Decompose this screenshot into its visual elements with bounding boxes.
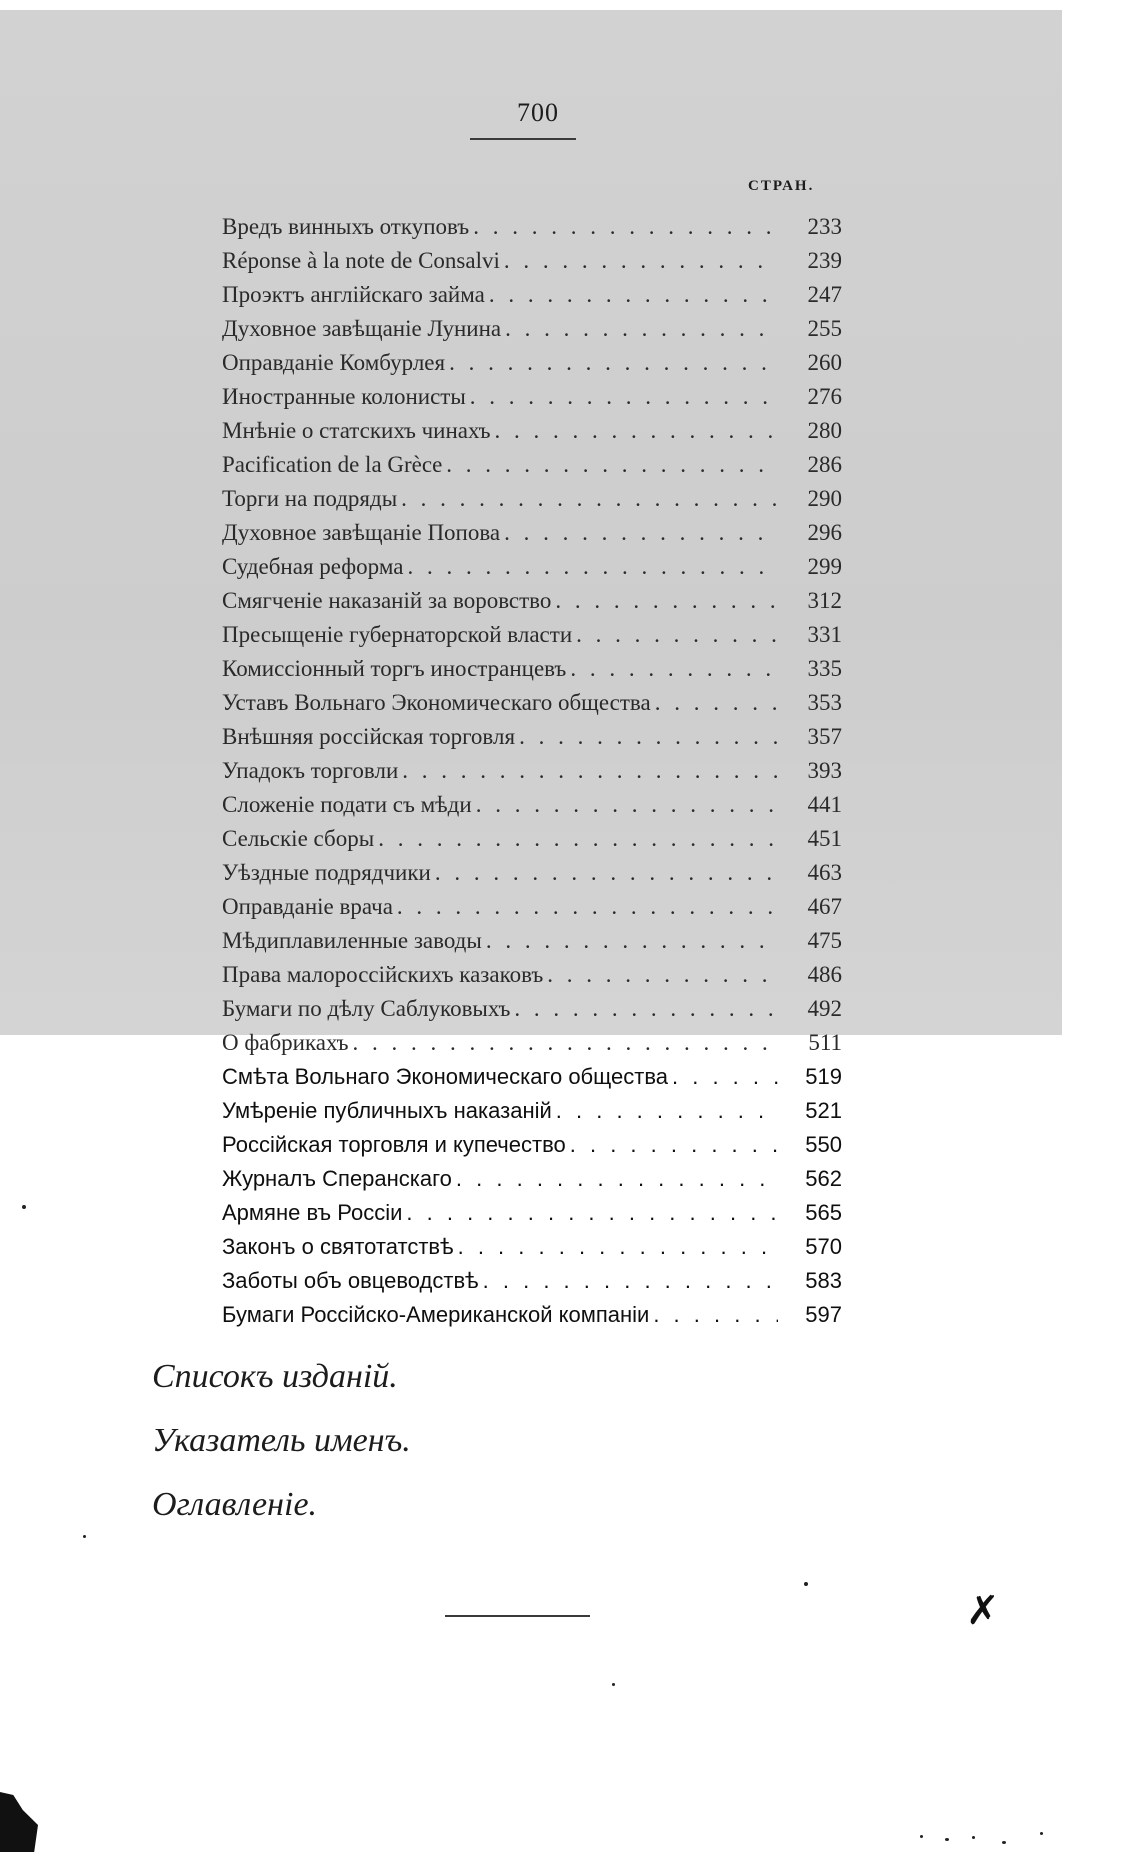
toc-entry-title: Духовное завѣщаніе Попова [222,520,501,545]
toc-entry-title: Réponse à la note de Consalvi [222,248,500,273]
dot-leader [458,1230,778,1264]
dot-leader [473,210,778,244]
dot-leader [655,686,778,720]
dot-leader [406,1196,778,1230]
scan-speck [945,1838,949,1841]
dot-leader [504,516,778,550]
toc-entry [222,482,842,516]
toc-entry [222,686,842,720]
toc-entry-page: 280 [807,418,842,443]
dot-leader [519,720,778,754]
toc-entry [222,822,842,856]
dot-leader [446,448,778,482]
page-number-rule [470,138,576,140]
toc-entry [222,788,842,822]
toc-entry-page: 260 [807,350,842,375]
end-rule [445,1615,590,1617]
toc-entry-title: Духовное завѣщаніе Лунина [222,316,502,341]
toc-entry-page: 492 [807,996,842,1021]
dot-leader [653,1298,778,1332]
scan-ink-blot [0,1792,38,1852]
dot-leader [353,1026,778,1060]
dot-leader [449,346,778,380]
dot-leader [486,924,778,958]
scan-speck [22,1205,26,1209]
dot-leader [489,278,778,312]
toc-entry [222,958,842,992]
appendix-item: Указатель именъ. [152,1422,411,1459]
page-number: 700 [517,98,559,127]
dot-leader [397,890,778,924]
toc-entry-page: 255 [807,316,842,341]
toc-entry-title: Бумаги Россійско-Американской компаніи [222,1302,650,1327]
toc-entry-title: Оправданіе Комбурлея [222,350,446,375]
toc-entry-page: 486 [807,962,842,987]
page-column-header: СТРАН. [748,178,815,194]
dot-leader [476,788,778,822]
toc-entry-page: 276 [807,384,842,409]
toc-entry-title: Сложеніе подати съ мѣди [222,792,472,817]
toc-entry-page: 299 [807,554,842,579]
toc-entry [222,1128,842,1162]
toc-entry [222,448,842,482]
dot-leader [555,584,778,618]
toc-entry-title: Армяне въ Россіи [222,1200,403,1225]
scan-speck [972,1836,975,1839]
toc-entry-page: 583 [805,1268,842,1293]
toc-entry-title: Мѣдиплавиленные заводы [222,928,482,953]
toc-entry-page: 353 [807,690,842,715]
toc-entry [222,516,842,550]
toc-entry-page: 463 [807,860,842,885]
toc-entry [222,1298,842,1332]
toc-entry [222,1162,842,1196]
toc-entry-title: Уѣздные подрядчики [222,860,431,885]
toc-entry [222,244,842,278]
toc-entry [222,414,842,448]
toc-entry-title: Законъ о святотатствѣ [222,1234,454,1259]
toc-entry [222,890,842,924]
toc-entry-title: Права малороссійскихъ казаковъ [222,962,544,987]
dot-leader [470,380,778,414]
appendix-item: Списокъ изданій. [152,1358,398,1395]
toc-entry-title: Комиссіонный торгъ иностранцевъ [222,656,567,681]
toc-entry [222,1094,842,1128]
dot-leader [504,244,778,278]
dot-leader [407,550,778,584]
toc-entry-page: 521 [805,1098,842,1123]
dot-leader [456,1162,778,1196]
toc-entry-page: 286 [807,452,842,477]
toc-entry [222,312,842,346]
handwritten-mark: ✗ [966,1588,1000,1634]
toc-entry-page: 550 [805,1132,842,1157]
toc-entry [222,346,842,380]
toc-entry [222,550,842,584]
scan-speck [920,1835,923,1838]
toc-entry-title: Оправданіе врача [222,894,393,919]
toc-entry-title: Проэктъ англійскаго займа [222,282,485,307]
toc-entry-page: 393 [807,758,842,783]
toc-entry-page: 312 [807,588,842,613]
toc-entry-title: Смѣта Вольнаго Экономическаго общества [222,1064,668,1089]
toc-entry [222,278,842,312]
toc-entry [222,1264,842,1298]
toc-entry [222,924,842,958]
toc-entry-title: Мнѣніе о статскихъ чинахъ [222,418,491,443]
toc-entry [222,1026,842,1060]
toc-entry-title: Умѣреніе публичныхъ наказаній [222,1098,552,1123]
dot-leader [547,958,778,992]
toc-entry-page: 467 [807,894,842,919]
dot-leader [672,1060,778,1094]
toc-entry-title: Журналъ Сперанскаго [222,1166,452,1191]
toc-entry [222,618,842,652]
toc-entry-title: Смягченіе наказаній за воровство [222,588,552,613]
toc-entry-title: Уставъ Вольнаго Экономическаго общества [222,690,651,715]
toc-entry [222,652,842,686]
toc-entry-title: Внѣшняя россійская торговля [222,724,516,749]
toc-entry-page: 565 [805,1200,842,1225]
toc-entry-title: Россійская торговля и купечество [222,1132,566,1157]
toc-entry-title: Вредъ винныхъ откуповъ [222,214,470,239]
toc-entry-page: 331 [807,622,842,647]
dot-leader [505,312,778,346]
dot-leader [402,754,778,788]
toc-entry-title: Сельскіе сборы [222,826,375,851]
dot-leader [570,1128,778,1162]
toc-entry-title: Пресыщеніе губернаторской власти [222,622,573,647]
toc-entry [222,210,842,244]
dot-leader [378,822,778,856]
toc-entry-page: 475 [807,928,842,953]
scan-speck [612,1683,615,1686]
toc-entry [222,1196,842,1230]
toc-entry [222,1060,842,1094]
appendix-list [152,1345,411,1537]
toc-entry [222,380,842,414]
toc-entry-page: 441 [807,792,842,817]
toc-entry-page: 296 [807,520,842,545]
toc-entry-page: 597 [805,1302,842,1327]
toc-entry-page: 233 [807,214,842,239]
toc-entry [222,584,842,618]
toc-entry-title: Иностранные колонисты [222,384,466,409]
scan-speck [1002,1841,1006,1844]
toc-entry-page: 519 [805,1064,842,1089]
toc-entry-page: 511 [808,1030,842,1055]
scan-speck [83,1535,86,1538]
dot-leader [435,856,778,890]
dot-leader [483,1264,778,1298]
toc-entry [222,992,842,1026]
scan-speck [804,1582,808,1586]
toc-entry [222,1230,842,1264]
appendix-item: Оглавленіе. [152,1486,318,1523]
toc-entry-title: Бумаги по дѣлу Саблуковыхъ [222,996,511,1021]
toc-entry-title: Упадокъ торговли [222,758,399,783]
toc-entry-page: 290 [807,486,842,511]
toc-entry-title: Заботы объ овцеводствѣ [222,1268,479,1293]
toc-entry-title: Pacification de la Grèce [222,452,443,477]
dot-leader [576,618,778,652]
dot-leader [401,482,778,516]
toc-entry-title: О фабрикахъ [222,1030,349,1055]
toc-entry-title: Торги на подряды [222,486,398,511]
scan-speck [1040,1832,1043,1835]
table-of-contents [222,210,842,1332]
toc-entry-page: 239 [807,248,842,273]
toc-entry-page: 247 [807,282,842,307]
toc-entry [222,720,842,754]
dot-leader [556,1094,778,1128]
toc-entry-page: 357 [807,724,842,749]
toc-entry-page: 451 [807,826,842,851]
toc-entry-page: 570 [805,1234,842,1259]
toc-entry-title: Судебная реформа [222,554,404,579]
dot-leader [495,414,778,448]
dot-leader [514,992,778,1026]
dot-leader [570,652,778,686]
toc-entry-page: 562 [805,1166,842,1191]
toc-entry [222,754,842,788]
toc-entry-page: 335 [807,656,842,681]
toc-entry [222,856,842,890]
